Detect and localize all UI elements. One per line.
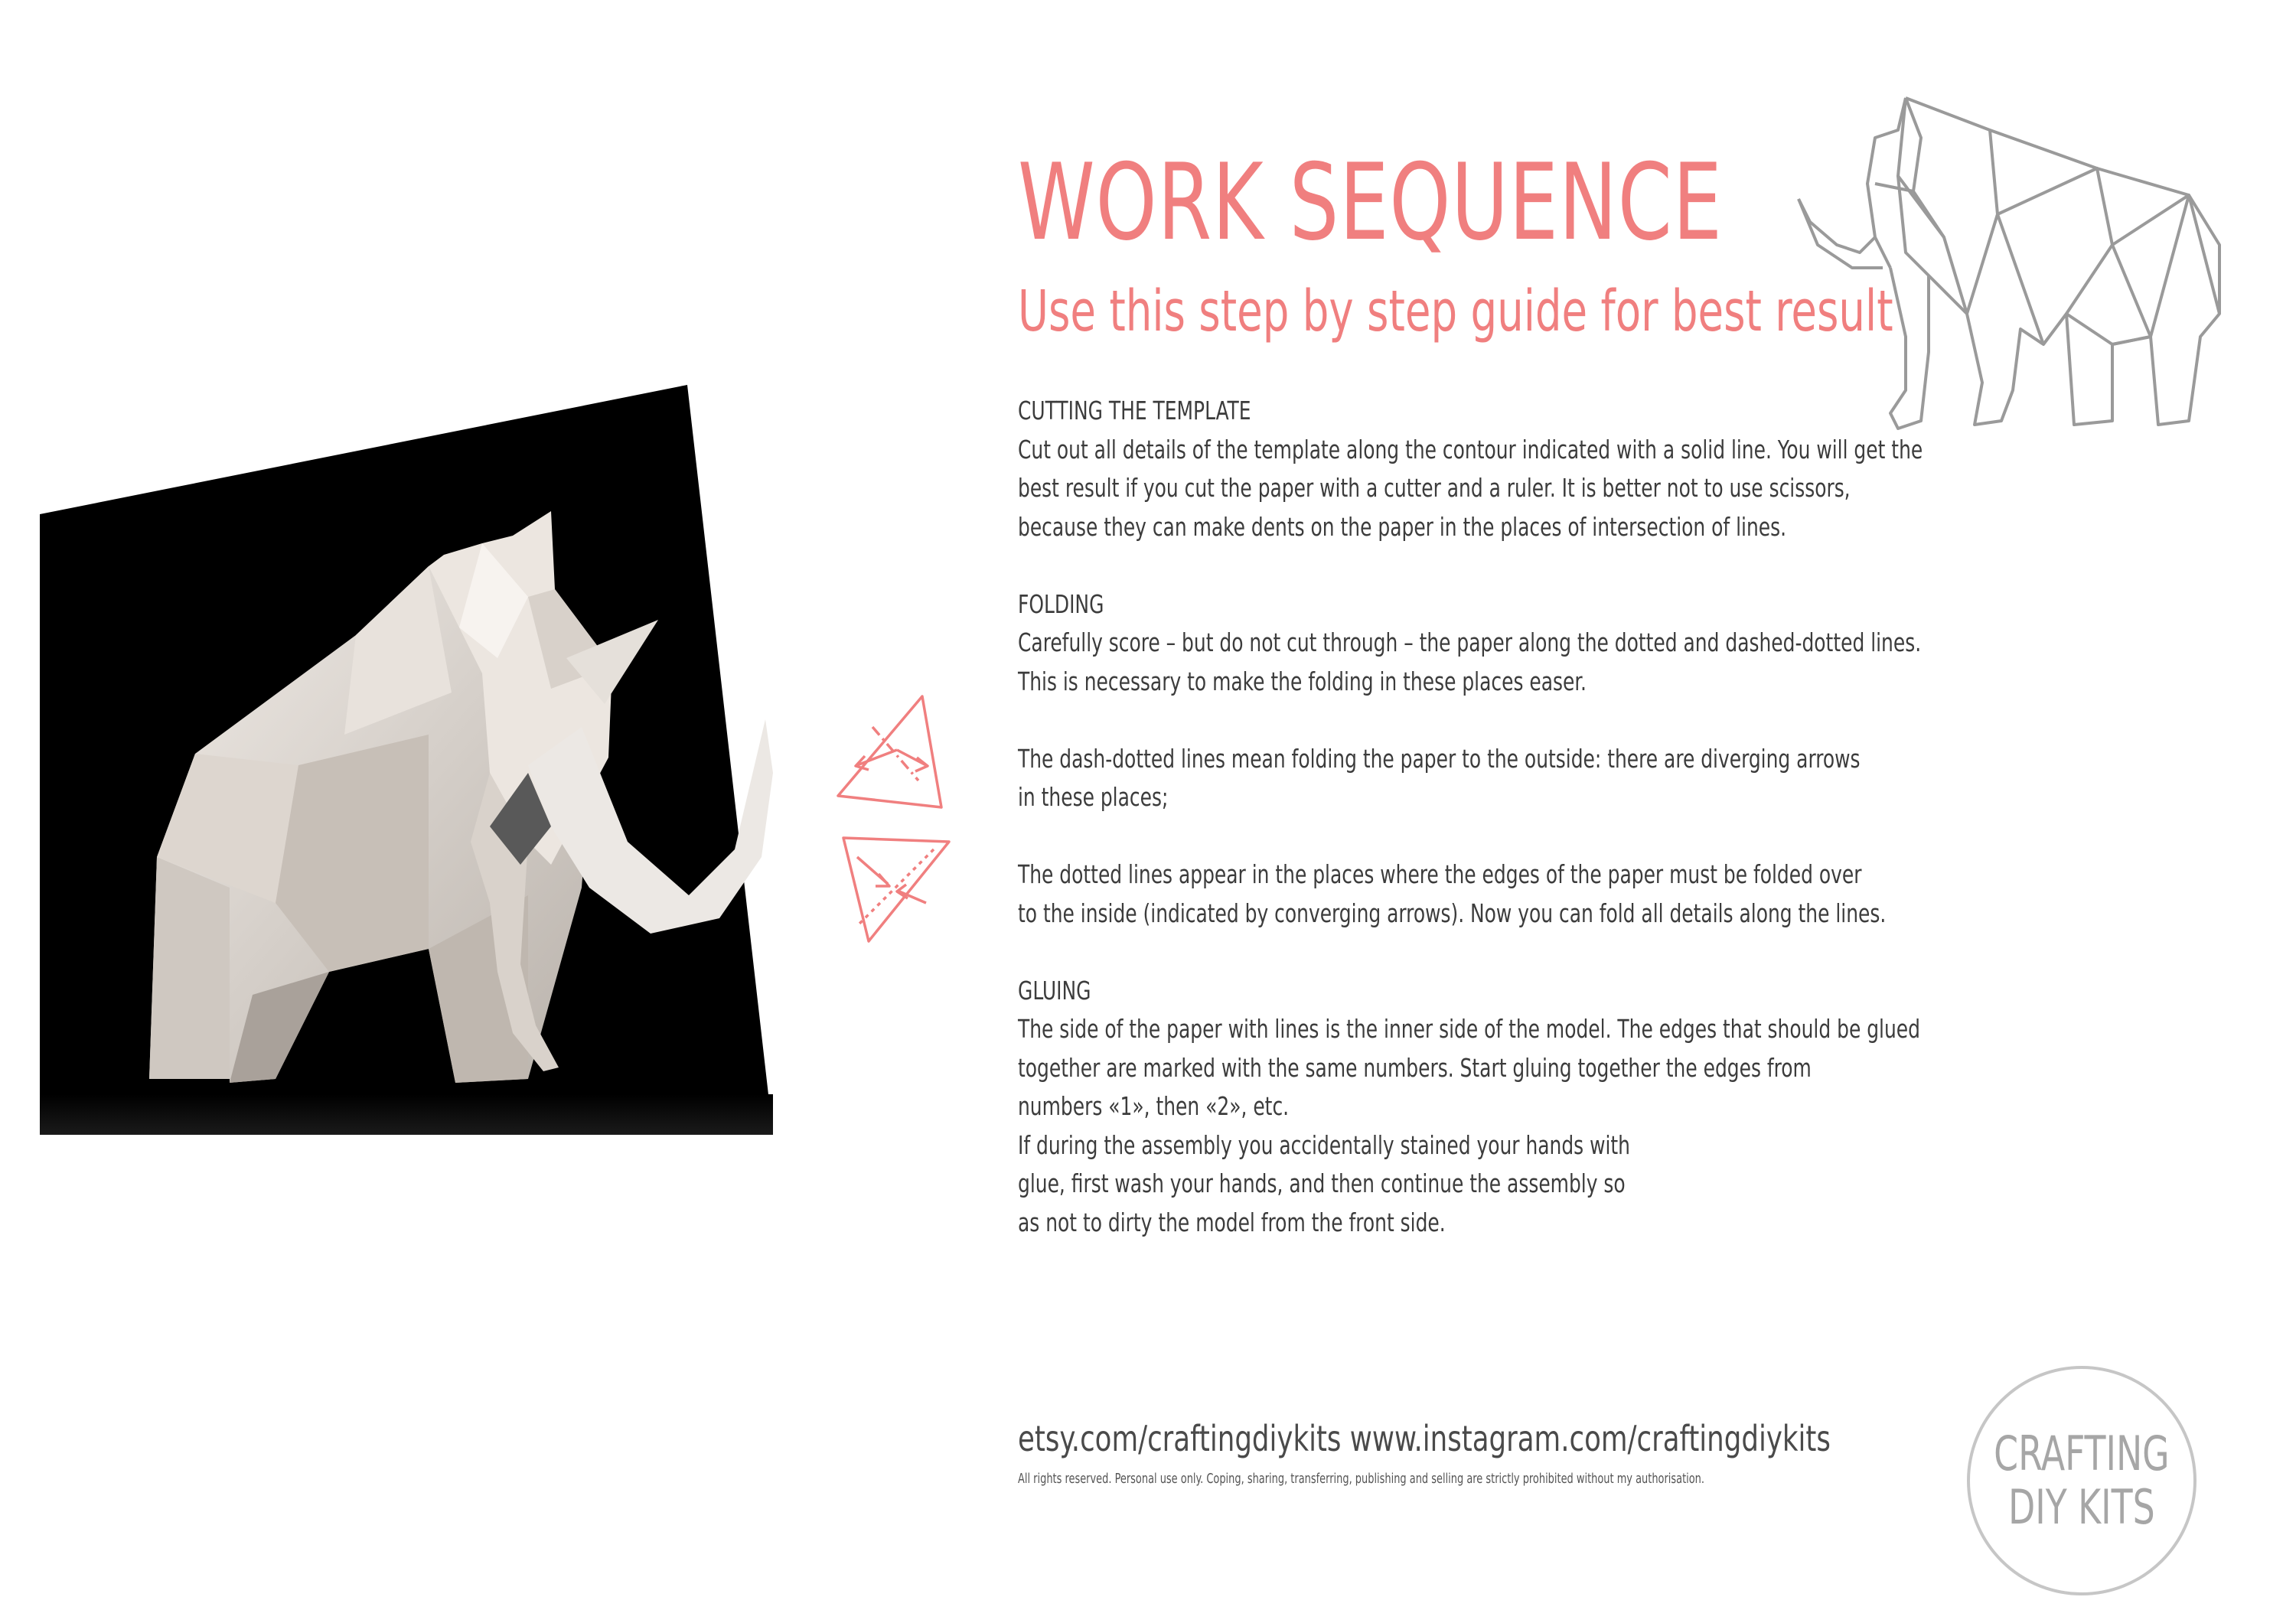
section-heading-folding: FOLDING [1018, 588, 1104, 619]
logo-line-2: DIY KITS [2008, 1479, 2155, 1535]
instructions-text [1018, 392, 1923, 1242]
instruction-line: best result if you cut the paper with a cutter and a ruler. It is better not to use scissors, [1018, 473, 1851, 503]
instruction-line: Carefully score – but do not cut through – the paper along the dotted and dashed-dotted lines. [1018, 627, 1922, 657]
footer-rights: All rights reserved. Personal use only. Coping, sharing, transferring, publishing and selling are strictly prohibited without my authorisation. [1018, 1471, 1704, 1487]
instruction-line: to the inside (indicated by converging arrows). Now you can fold all details along the lines. [1018, 898, 1887, 928]
mammoth-photo [0, 0, 827, 1194]
instruction-line: The side of the paper with lines is the inner side of the model. The edges that should be glued [1018, 1014, 1920, 1044]
instruction-line: as not to dirty the model from the front side. [1018, 1207, 1446, 1237]
instruction-line: glue, first wash your hands, and then continue the assembly so [1018, 1168, 1626, 1198]
brand-logo [1967, 1366, 2197, 1595]
instruction-line: Cut out all details of the template along the contour indicated with a solid line. You will get the [1018, 434, 1923, 464]
blank-line [1018, 817, 1854, 856]
instruction-line: The dash-dotted lines mean folding the paper to the outside: there are diverging arrows [1018, 743, 1861, 774]
logo-line-1: CRAFTING [1994, 1426, 2170, 1481]
page-subtitle: Use this step by step guide for best result [1018, 279, 1893, 344]
instruction-line: The dotted lines appear in the places where the edges of the paper must be folded over [1018, 859, 1862, 889]
instruction-line: together are marked with the same numbers. Start gluing together the edges from [1018, 1052, 1812, 1083]
blank-line [1018, 933, 1854, 972]
instruction-line: in these places; [1018, 782, 1169, 812]
blank-line [1018, 701, 1854, 740]
footer-links: etsy.com/craftingdiykits www.instagram.com/craftingdiykits [1018, 1418, 1831, 1459]
instruction-line: This is necessary to make the folding in these places easer. [1018, 666, 1587, 696]
section-heading-cutting: CUTTING THE TEMPLATE [1018, 396, 1251, 425]
instruction-line: because they can make dents on the paper in the places of intersection of lines. [1018, 511, 1787, 542]
wireframe-mammoth-icon [1791, 84, 2281, 444]
instruction-line: numbers «1», then «2», etc. [1018, 1091, 1290, 1121]
converging-arrows-fold-icon [843, 838, 949, 941]
blank-line [1018, 546, 1854, 585]
fold-direction-icons [827, 673, 972, 964]
page-title: WORK SEQUENCE [1018, 141, 1723, 264]
section-heading-gluing: GLUING [1018, 975, 1091, 1005]
diverging-arrows-fold-icon [838, 696, 941, 807]
instruction-line: If during the assembly you accidentally stained your hands with [1018, 1129, 1631, 1160]
